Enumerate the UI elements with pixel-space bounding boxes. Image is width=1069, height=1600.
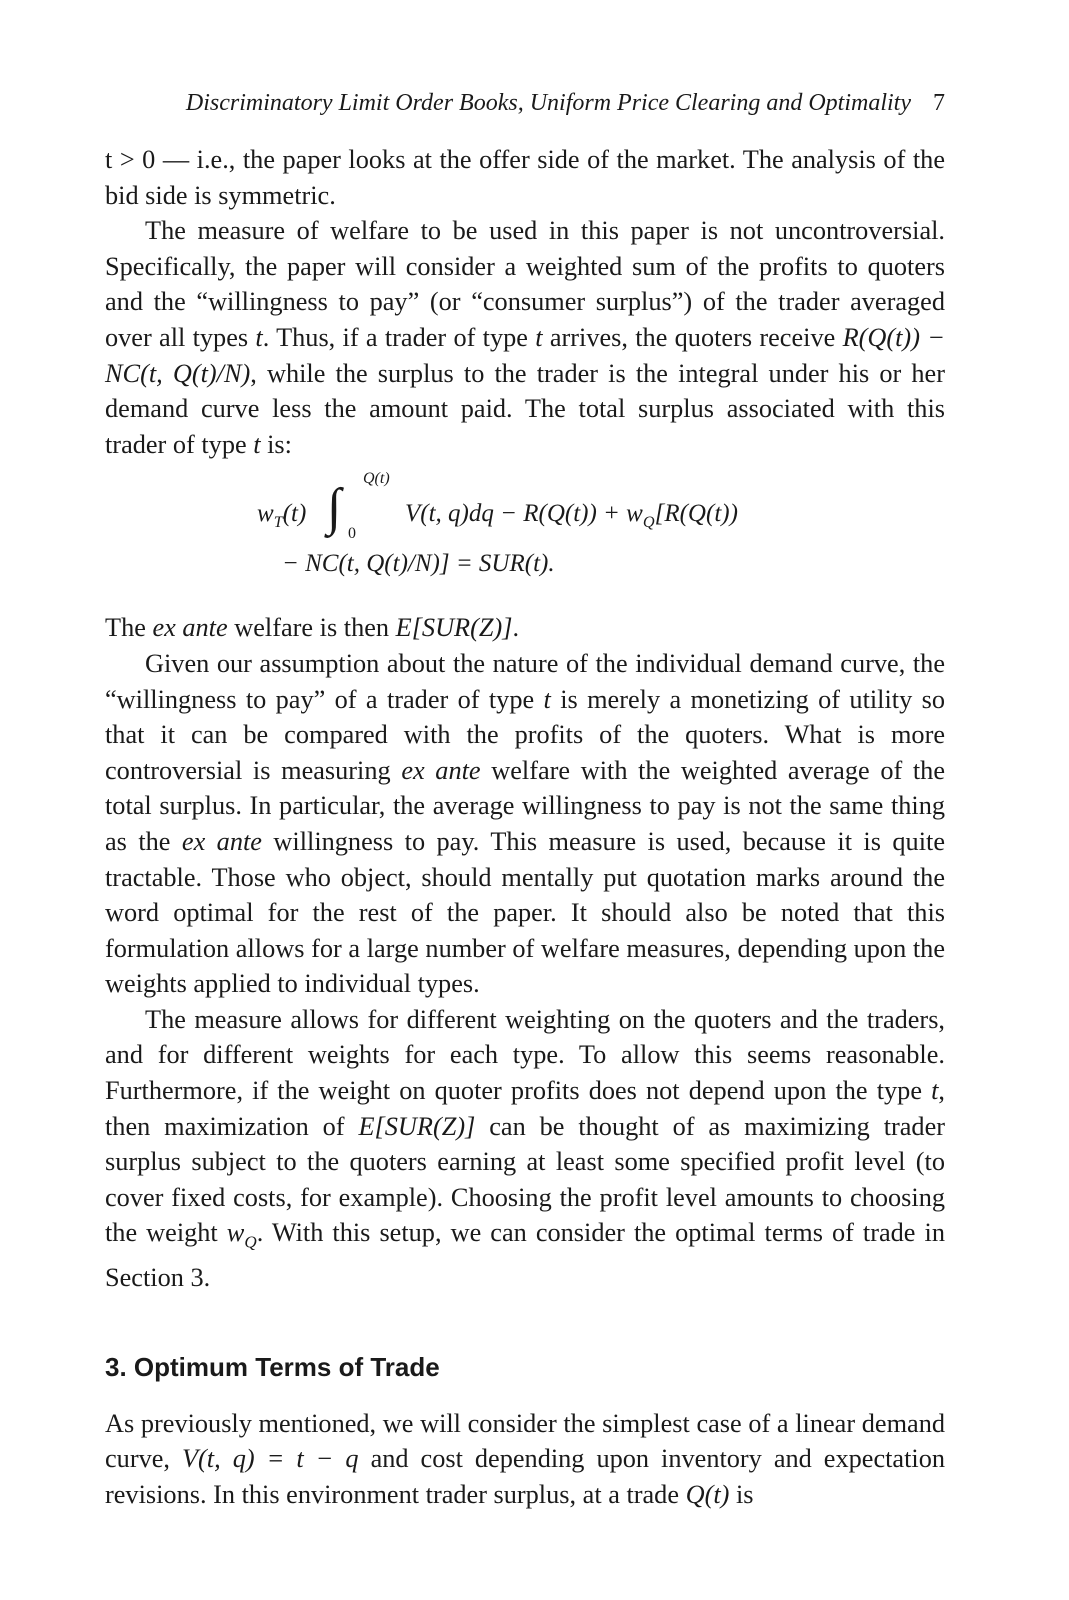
paragraph-6: As previously mentioned, we will consider the simplest case of a linear demand curve, V(t, q) = t − q and cost depending upon inventory and expectation revisions. In this environment trader surplus, at a trade Q(t) is xyxy=(105,1408,945,1510)
running-head xyxy=(105,86,945,120)
paragraph-5: The measure allows for different weighting on the quoters and the traders, and for different weights for each type. To allow this seems reasonable. Furthermore, if the weight on quoter profits does not depend upon the type t, then maximization of E[SUR(Z)] can be thought of as maximizing trader surplus subject to the quoters earning at least some specified profit level (to cover fixed costs, for example). Choosing the profit level amounts to choosing the weight $w_Q$. With this setup, we can consider the optimal terms of trade in Section 3. xyxy=(105,1004,946,1293)
integral-upper-limit: Q(t) xyxy=(363,470,390,488)
inline-math: R(Q(t)) − NC(t, Q(t)/N) xyxy=(105,322,945,388)
body-text xyxy=(105,142,945,1513)
page-number: 7 xyxy=(933,90,945,116)
display-equation xyxy=(105,470,945,604)
integral-sign: ∫ xyxy=(327,479,342,537)
page xyxy=(105,86,945,1513)
running-head-title: Discriminatory Limit Order Books, Uniform Price Clearing and Optimality xyxy=(185,90,911,116)
equation-line-2: − NC(t, Q(t)/N)] = SUR(t). xyxy=(282,550,555,578)
paragraph-1: t > 0 — i.e., the paper looks at the offer side of the market. The analysis of the bid side is symmetric. xyxy=(105,145,945,210)
paragraph-2: The measure of welfare to be used in this paper is not uncontroversial. Specifically, the paper will consider a weighted sum of the profits to quoters and the “willingness to pay” (or “consumer surplus”) of the trader averaged over all types t. Thus, if a trader of type t arrives, the quoters receive R(Q(t)) − NC(t, Q(t)/N), while the surplus to the trader is the integral under his or her demand curve less the amount paid. The total surplus associated with this trader of type t is: xyxy=(105,216,945,459)
section-heading: 3. Optimum Terms of Trade xyxy=(105,1351,440,1382)
integral-lower-limit: 0 xyxy=(348,525,356,543)
paragraph-4: Given our assumption about the nature of the individual demand curve, the “willingness to pay” of a trader of type t is merely a monetizing of utility so that it can be compared with the profits of the quoters. What is more controversial is measuring ex ante welfare with the weighted average of the total surplus. In particular, the average willingness to pay is not the same thing as the ex ante willingness to pay. This measure is used, because it is quite tractable. Those who object, should mentally put quotation marks around the word optimal for the rest of the paper. It should also be noted that this formulation allows for a large number of welfare measures, depending upon the weights applied to individual types. xyxy=(105,648,945,999)
equation-lhs: $w_T(t)$ xyxy=(257,500,307,532)
paragraph-3: The ex ante welfare is then E[SUR(Z)]. xyxy=(105,613,520,643)
equation-line-1: V(t, $q)dq - R(Q(t)) + w_Q[R(Q(t))$ xyxy=(405,500,738,532)
